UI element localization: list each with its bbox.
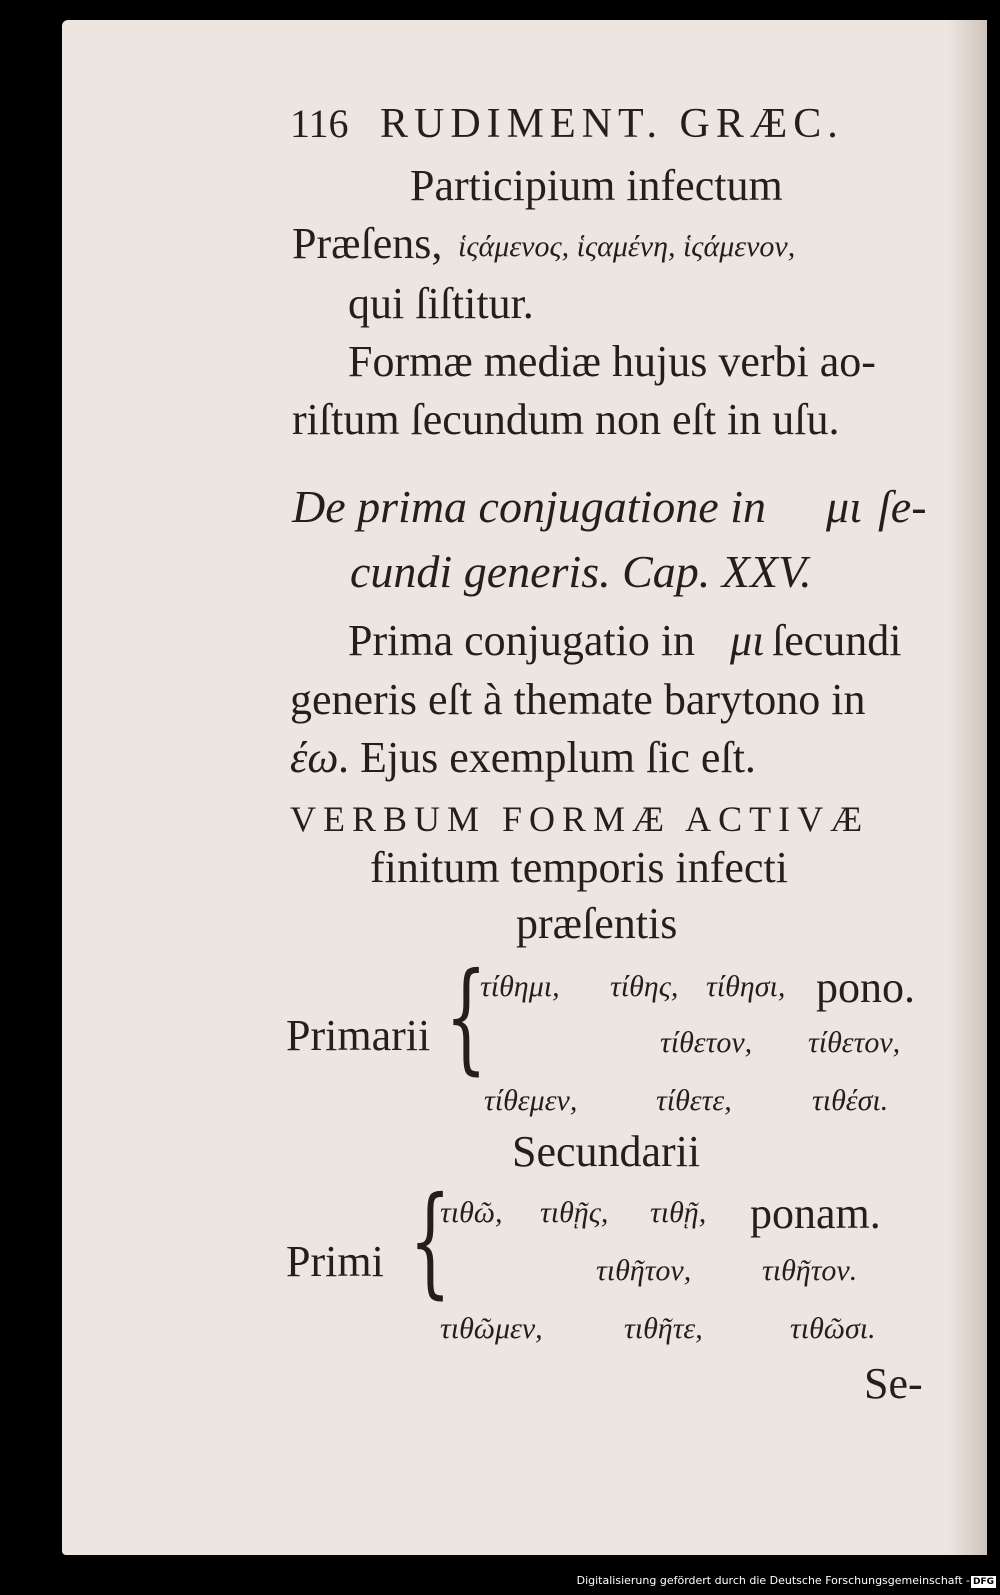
text-line: Præſens, — [292, 219, 443, 268]
text-line: Prima conjugatio in — [348, 616, 696, 665]
greek-form: τιθῶσι. — [790, 1312, 876, 1345]
page-edge-shadow — [947, 20, 987, 1555]
greek-form: τιθέσι. — [812, 1084, 889, 1117]
greek-form: τίθησι, — [706, 970, 786, 1003]
curly-brace: { — [445, 948, 488, 1087]
page-number: 116 — [290, 101, 349, 146]
text-line: Participium infectum — [410, 161, 783, 210]
greek-text: μι — [826, 481, 862, 532]
digitization-credit: Digitalisierung gefördert durch die Deutsche Forschungsgemeinschaft - — [576, 1574, 970, 1587]
footer-bar — [0, 1555, 1000, 1595]
text-line: præſentis — [516, 899, 678, 948]
paradigm-label: Primarii — [286, 1011, 431, 1060]
text-line: generis eſt à themate barytono in — [290, 675, 866, 724]
running-title: RUDIMENT. GRÆC. — [380, 101, 844, 147]
greek-form: τίθημι, — [480, 970, 560, 1003]
paradigm-label: Primi — [286, 1237, 384, 1286]
greek-form: τίθης, — [610, 970, 679, 1003]
curly-brace: { — [409, 1172, 452, 1311]
chapter-heading: De prima conjugatione in — [292, 481, 766, 532]
greek-form: τίθεμεν, — [484, 1084, 578, 1117]
greek-text: ἱςάμενος, ἱςαμένη, ἱςάμενον, — [458, 230, 796, 263]
chapter-heading: cundi generis. Cap. XXV. — [350, 546, 812, 597]
greek-form: τίθετε, — [656, 1084, 732, 1117]
greek-form: τίθετον, — [808, 1026, 901, 1059]
translation: ponam. — [750, 1189, 881, 1238]
translation: pono. — [816, 963, 915, 1012]
greek-form: τιθῆτον. — [762, 1254, 858, 1287]
text-line: finitum temporis infecti — [370, 843, 788, 892]
section-heading: Secundarii — [512, 1127, 701, 1176]
greek-form: τιθῆτε, — [624, 1312, 703, 1345]
greek-form: τιθῶ, — [440, 1196, 503, 1229]
text-line: Formæ mediæ hujus verbi ao- — [348, 337, 876, 386]
catchword: Se- — [864, 1359, 923, 1408]
text-line: qui ſiſtitur. — [348, 279, 534, 328]
greek-form: τιθῇς, — [540, 1196, 609, 1229]
dfg-logo: DFG — [972, 1577, 994, 1587]
text-line: ſecundi — [772, 616, 902, 665]
text-line: riſtum ſecundum non eſt in uſu. — [292, 395, 840, 444]
greek-form: τιθῇ, — [650, 1196, 707, 1229]
chapter-heading: ſe- — [878, 481, 927, 532]
section-heading: VERBUM FORMÆ ACTIVÆ — [290, 799, 870, 839]
greek-form: τίθετον, — [660, 1026, 753, 1059]
greek-form: τιθῶμεν, — [440, 1312, 543, 1345]
greek-text: μι — [730, 616, 765, 665]
text-line: . Ejus exemplum ſic eſt. — [338, 733, 756, 782]
greek-text: έω — [290, 733, 339, 782]
greek-form: τιθῆτον, — [596, 1254, 692, 1287]
